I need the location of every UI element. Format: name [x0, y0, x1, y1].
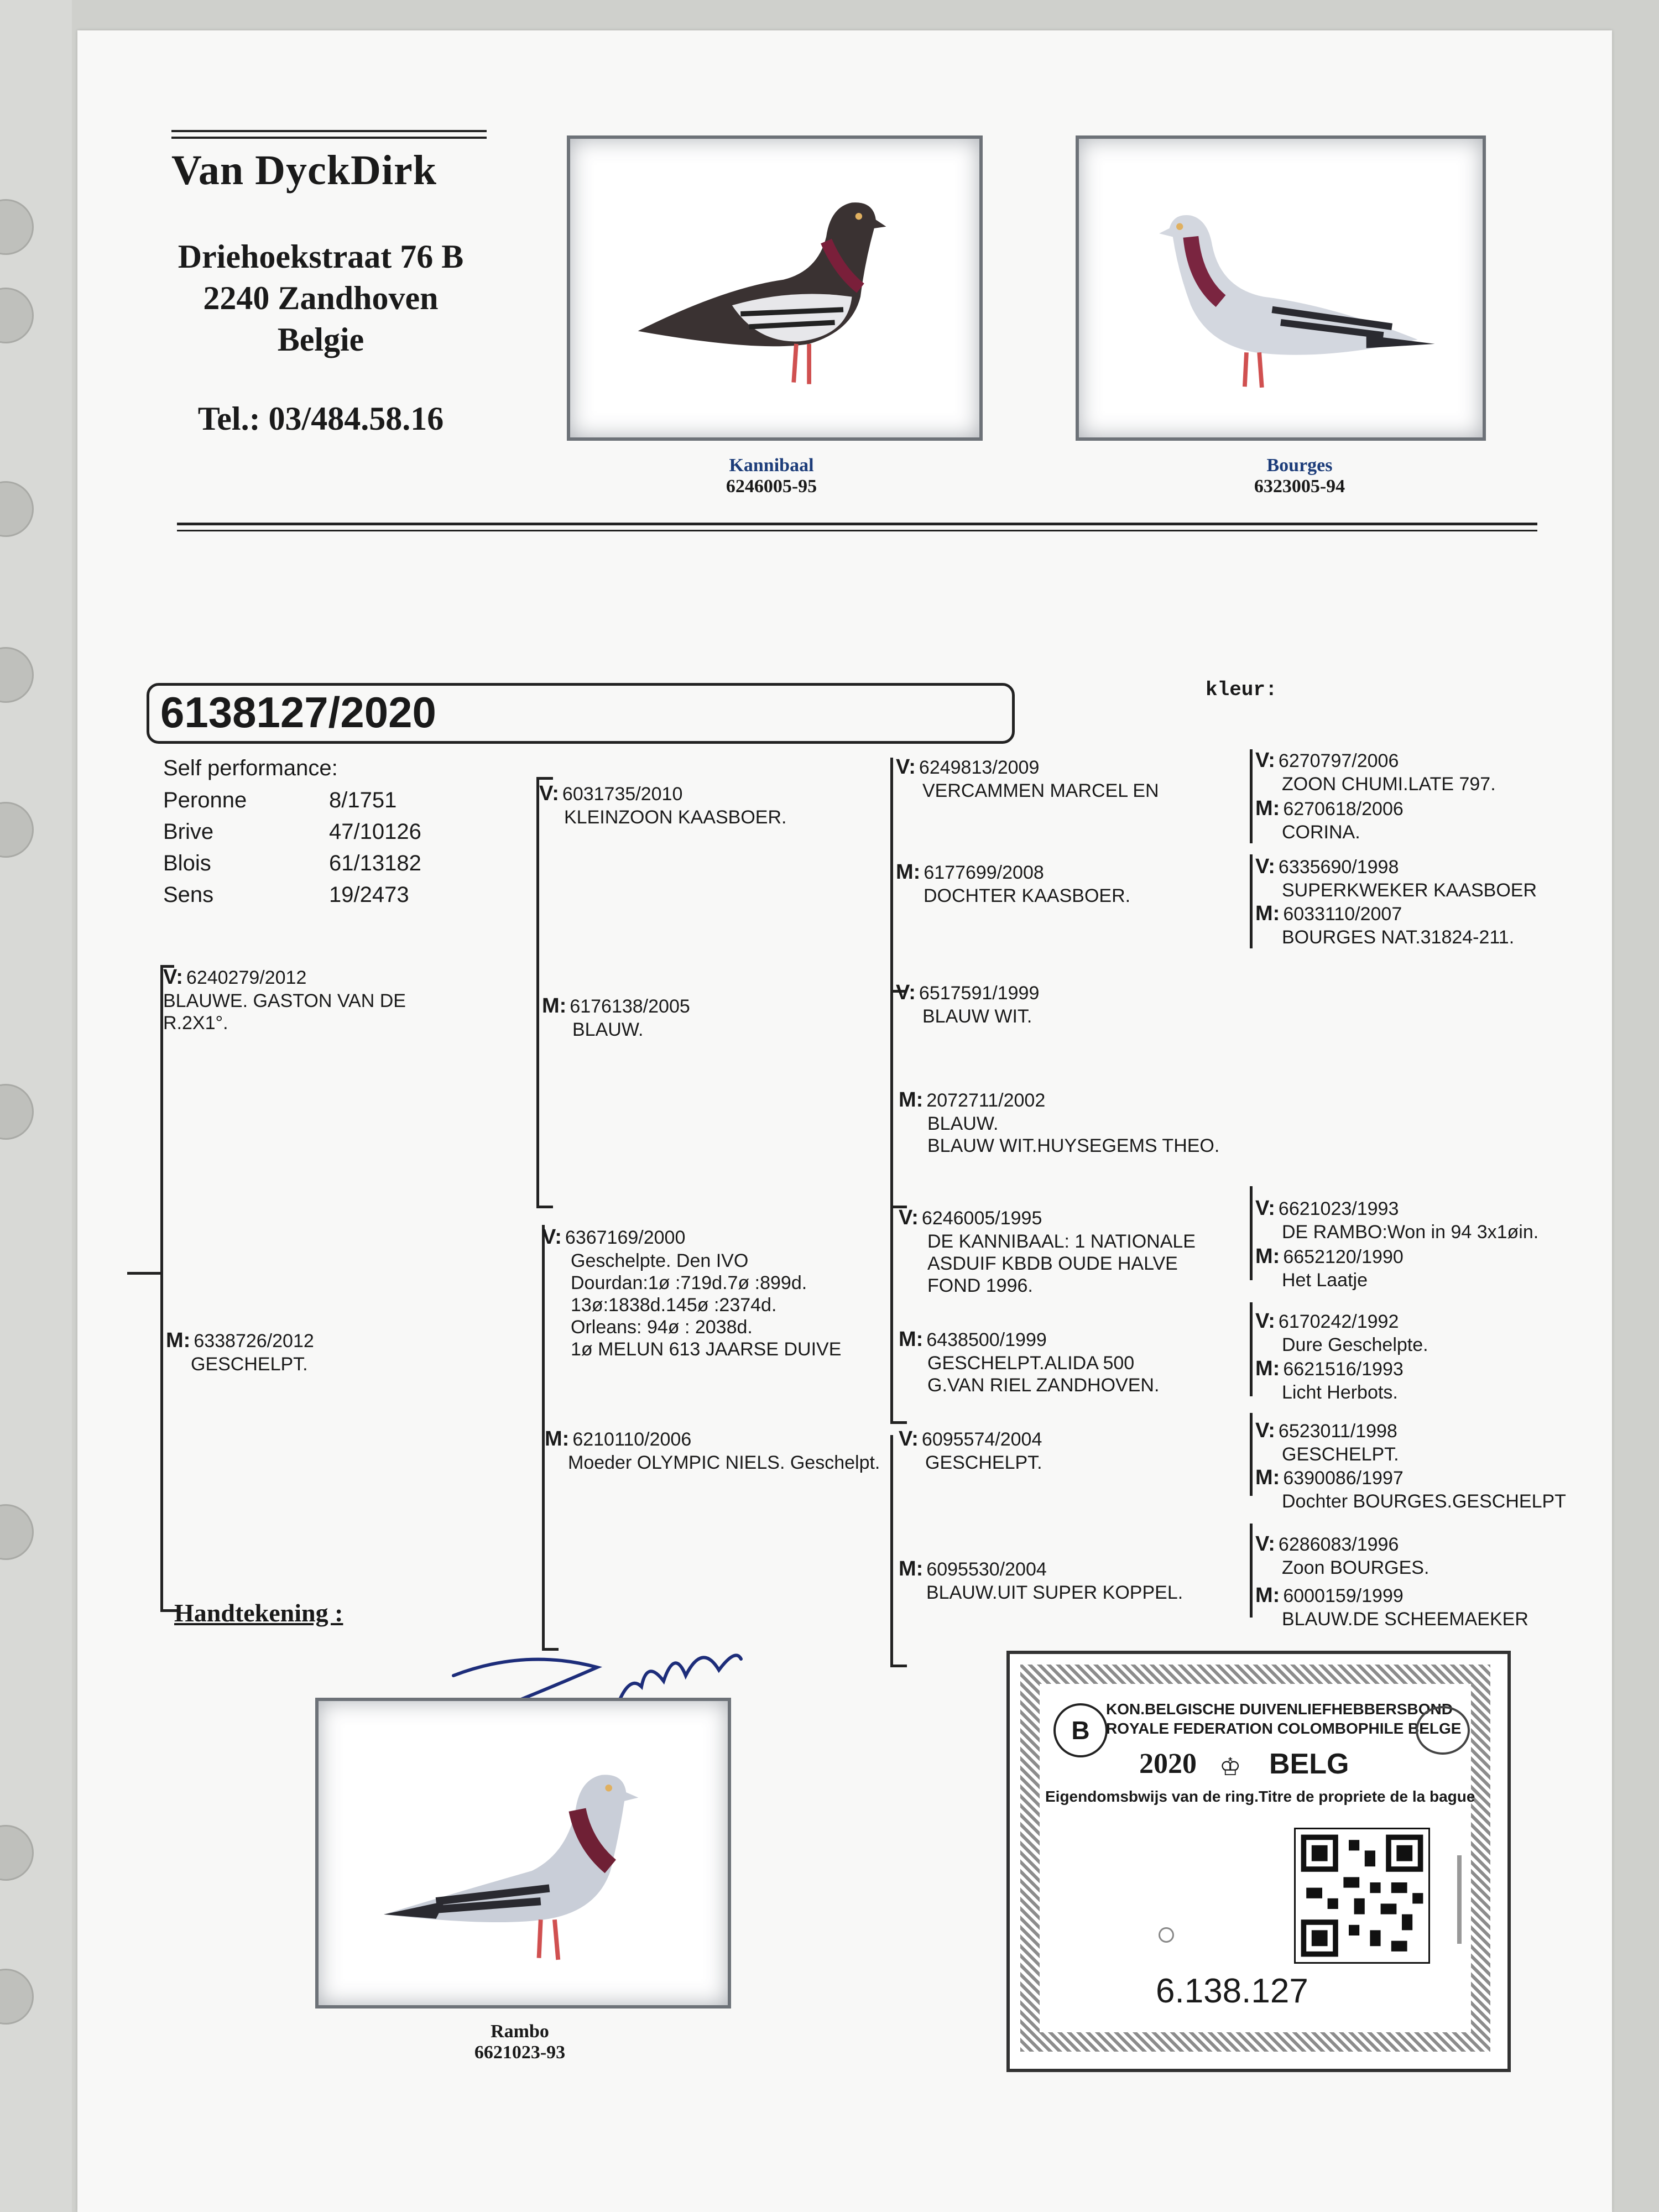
- ring: 6338726/2012: [194, 1331, 314, 1352]
- parent-key: V:: [1255, 1310, 1275, 1333]
- pedigree-g3: [1255, 854, 1537, 901]
- pedigree-ds: [542, 1225, 841, 1360]
- pedigree-connector: [536, 777, 539, 1208]
- pedigree-g6: [1255, 1244, 1404, 1291]
- ring: 6249813/2009: [919, 757, 1040, 778]
- description: G.VAN RIEL ZANDHOVEN.: [927, 1374, 1160, 1396]
- pigeon-ring: 6323005-94: [1254, 476, 1345, 497]
- parent-key: V:: [1255, 1532, 1275, 1556]
- pedigree-sds: [896, 980, 1039, 1027]
- breeder-phone: Tel.: 03/484.58.16: [197, 400, 444, 437]
- pedigree-dam: [166, 1328, 314, 1375]
- parent-key: M:: [1255, 1466, 1280, 1489]
- parent-key: M:: [1255, 797, 1280, 820]
- pedigree-g7: [1255, 1309, 1428, 1356]
- ring: 2072711/2002: [926, 1090, 1046, 1111]
- crown-icon: ♔: [1219, 1754, 1241, 1781]
- cert-year: 2020: [1139, 1748, 1197, 1780]
- description: BLAUWE. GASTON VAN DE: [163, 990, 406, 1011]
- parent-key: V:: [1255, 1197, 1275, 1220]
- cert-country: BELG: [1269, 1748, 1349, 1780]
- parent-key: M:: [1255, 1245, 1280, 1268]
- kbdb-logo: B: [1053, 1703, 1108, 1757]
- description: ASDUIF KBDB OUDE HALVE: [927, 1253, 1178, 1274]
- federation-logo: [1416, 1706, 1470, 1755]
- description: Dure Geschelpte.: [1282, 1334, 1428, 1355]
- description: GESCHELPT.: [1282, 1443, 1399, 1465]
- description: DE RAMBO:Won in 94 3x1øin.: [1282, 1221, 1539, 1243]
- photo-kannibaal: [567, 135, 983, 441]
- description: GESCHELPT.: [925, 1452, 1042, 1473]
- perf-result: 47/10126: [329, 820, 421, 844]
- pedigree-connector: [536, 1206, 553, 1208]
- parent-key: V:: [1255, 749, 1275, 772]
- photo-rambo: [315, 1698, 731, 2008]
- description: Licht Herbots.: [1282, 1381, 1398, 1403]
- description: GESCHELPT.ALIDA 500: [927, 1352, 1135, 1374]
- pigeon-name: Rambo: [491, 2021, 549, 2042]
- perf-result: 19/2473: [329, 883, 409, 907]
- caption-kannibaal: [686, 455, 857, 497]
- parent-key: V:: [896, 755, 916, 779]
- ring: 6000159/1999: [1283, 1585, 1404, 1606]
- pedigree-dd: [545, 1427, 880, 1474]
- perf-race: Brive: [163, 820, 214, 844]
- ring: 6621516/1993: [1283, 1359, 1404, 1380]
- description: BOURGES NAT.31824-211.: [1282, 926, 1515, 948]
- parent-key: V:: [1255, 855, 1275, 878]
- self-performance-title: Self performance:: [163, 756, 338, 780]
- pedigree-g5: [1255, 1196, 1538, 1243]
- description: BLAUW.UIT SUPER KOPPEL.: [926, 1582, 1183, 1603]
- parent-key: M:: [899, 1328, 924, 1351]
- ring: 6517591/1999: [919, 983, 1040, 1004]
- description: BLAUW.: [572, 1019, 644, 1040]
- pedigree-connector: [890, 758, 893, 993]
- qr-code-icon: [1296, 1829, 1428, 1962]
- description: BLAUW WIT.HUYSEGEMS THEO.: [927, 1135, 1220, 1156]
- ring: 6246005/1995: [921, 1208, 1042, 1229]
- parent-key: M:: [896, 860, 921, 884]
- staple-mark: [1457, 1855, 1462, 1944]
- signature-label: Handtekening :: [174, 1599, 343, 1627]
- ring: 6335690/1998: [1278, 857, 1399, 878]
- breeder-city: 2240 Zandhoven: [203, 280, 439, 316]
- pedigree-connector: [890, 1203, 893, 1424]
- pedigree-connector: [160, 965, 163, 1612]
- ring: 6523011/1998: [1278, 1421, 1397, 1442]
- breeder-country: Belgie: [277, 321, 364, 358]
- parent-key: M:: [166, 1329, 191, 1352]
- ring: 6438500/1999: [926, 1329, 1047, 1350]
- pedigree-connector: [1250, 1302, 1253, 1396]
- pigeon-ring: 6246005-95: [726, 476, 817, 497]
- pedigree-ddd: [899, 1557, 1183, 1604]
- description: SUPERKWEKER KAASBOER: [1282, 879, 1537, 901]
- ring: 6390086/1997: [1283, 1468, 1404, 1489]
- kleur-label: kleur:: [1206, 679, 1277, 701]
- parent-key: M:: [1255, 1584, 1280, 1607]
- pedigree-dsd: [899, 1327, 1159, 1396]
- description: BLAUW.DE SCHEEMAEKER: [1282, 1608, 1528, 1630]
- perf-race: Sens: [163, 883, 214, 907]
- pedigree-connector: [127, 1272, 160, 1275]
- pedigree-connector: [1250, 1413, 1253, 1496]
- description: ZOON CHUMI.LATE 797.: [1282, 773, 1496, 795]
- parent-key: V:: [542, 1225, 562, 1249]
- ring: 6033110/2007: [1283, 904, 1402, 925]
- ring: 6240279/2012: [186, 967, 307, 988]
- ring: 6095530/2004: [926, 1559, 1047, 1580]
- description: KLEINZOON KAASBOER.: [564, 806, 787, 828]
- description: BLAUW WIT.: [922, 1005, 1032, 1027]
- ring: 6367169/2000: [565, 1227, 686, 1248]
- description: Zoon BOURGES.: [1282, 1557, 1430, 1578]
- ring: 6210110/2006: [572, 1429, 692, 1450]
- description: BLAUW.: [927, 1113, 999, 1134]
- pedigree-sire: [163, 965, 406, 1034]
- pigeon-name: Bourges: [1266, 455, 1333, 476]
- parent-key: V:: [899, 1206, 919, 1229]
- description: DOCHTER KAASBOER.: [924, 885, 1131, 906]
- perf-race: Peronne: [163, 788, 247, 812]
- ring: 6286083/1996: [1278, 1534, 1399, 1555]
- pedigree-ssd: [896, 860, 1130, 907]
- pedigree-g9: [1255, 1418, 1399, 1465]
- pedigree-g8: [1255, 1357, 1404, 1404]
- description: DE KANNIBAAL: 1 NATIONALE: [927, 1230, 1196, 1252]
- breeder-name: Van DyckDirk: [171, 147, 437, 194]
- cert-title: Eigendomsbwijs van de ring.Titre de propriete de la bague: [1045, 1788, 1475, 1805]
- description: Dourdan:1ø :719d.7ø :899d.: [571, 1272, 807, 1293]
- description: GESCHELPT.: [191, 1353, 308, 1375]
- description: R.2X1°.: [163, 1012, 228, 1034]
- pedigree-connector: [536, 777, 553, 780]
- pedigree-sd: [542, 994, 690, 1041]
- pigeon-image: [599, 160, 951, 416]
- perf-race: Blois: [163, 851, 211, 875]
- pedigree-dss: [899, 1206, 1196, 1297]
- parent-key: V:: [896, 981, 916, 1004]
- pigeon-name: Kannibaal: [729, 455, 814, 476]
- ring: 6652120/1990: [1283, 1246, 1404, 1267]
- description: Orleans: 94ø : 2038d.: [571, 1317, 753, 1338]
- ring-number: 6138127/2020: [160, 688, 436, 737]
- description: 13ø:1838d.145ø :2374d.: [571, 1295, 777, 1316]
- description: VERCAMMEN MARCEL EN: [922, 780, 1159, 801]
- ring: 6095574/2004: [921, 1429, 1042, 1450]
- parent-key: M:: [899, 1088, 924, 1112]
- parent-key: M:: [542, 994, 567, 1018]
- pedigree-g11: [1255, 1532, 1429, 1579]
- parent-key: M:: [1255, 902, 1280, 925]
- cert-org-fr: ROYALE FEDERATION COLOMBOPHILE BELGE: [1106, 1720, 1462, 1737]
- pigeon-image: [347, 1723, 699, 1984]
- breeder-street: Driehoekstraat 76 B: [178, 238, 464, 275]
- description: Moeder OLYMPIC NIELS. Geschelpt.: [568, 1452, 880, 1473]
- ring: 6177699/2008: [924, 862, 1044, 883]
- parent-key: V:: [899, 1427, 919, 1451]
- ring: 6270797/2006: [1278, 750, 1399, 771]
- cert-org-nl: KON.BELGISCHE DUIVENLIEFHEBBERSBOND: [1106, 1700, 1453, 1718]
- cert-ring-number: 6.138.127: [1156, 1972, 1308, 2010]
- pedigree-sheet: [77, 30, 1612, 2212]
- parent-key: V:: [1255, 1419, 1275, 1442]
- parent-key: M:: [899, 1557, 924, 1580]
- pedigree-dds: [899, 1427, 1042, 1474]
- parent-key: M:: [1255, 1357, 1280, 1380]
- pigeon-image: [1107, 160, 1454, 416]
- parent-key: M:: [545, 1427, 570, 1451]
- ring: 6031735/2010: [562, 784, 683, 805]
- description: Dochter BOURGES.GESCHELPT: [1282, 1490, 1566, 1512]
- pedigree-sdd: [899, 1088, 1219, 1157]
- pedigree-connector: [890, 1435, 893, 1667]
- pedigree-g12: [1255, 1583, 1528, 1630]
- pedigree-g2: [1255, 796, 1404, 843]
- pedigree-connector: [1250, 1524, 1253, 1618]
- header-divider: [177, 530, 1537, 531]
- qr-code: [1294, 1828, 1430, 1964]
- pedigree-g10: [1255, 1465, 1566, 1512]
- pedigree-g1: [1255, 748, 1496, 795]
- parent-key: V:: [539, 782, 559, 805]
- pedigree-connector: [1250, 749, 1253, 843]
- pedigree-connector: [890, 1421, 907, 1424]
- header-rule: [171, 137, 487, 139]
- perf-result: 8/1751: [329, 788, 397, 812]
- parent-key: V:: [163, 966, 183, 989]
- pigeon-ring: 6621023-93: [474, 2042, 566, 2063]
- description: FOND 1996.: [927, 1275, 1033, 1297]
- ring: 6621023/1993: [1278, 1198, 1399, 1219]
- ring: 6176138/2005: [570, 996, 690, 1017]
- description: 1ø MELUN 613 JAARSE DUIVE: [571, 1339, 842, 1360]
- pedigree-sss: [896, 755, 1159, 802]
- ring: 6170242/1992: [1278, 1311, 1399, 1332]
- description: CORINA.: [1282, 821, 1360, 843]
- caption-rambo: [434, 2021, 606, 2063]
- description: Geschelpte. Den IVO: [571, 1250, 749, 1271]
- description: Het Laatje: [1282, 1269, 1368, 1291]
- pedigree-connector: [1250, 1186, 1253, 1280]
- perf-result: 61/13182: [329, 851, 421, 875]
- header-rule: [171, 130, 487, 132]
- punch-mark: [1159, 1927, 1174, 1943]
- ring: 6270618/2006: [1283, 799, 1404, 820]
- pedigree-g4: [1255, 901, 1514, 948]
- caption-bourges: [1214, 455, 1385, 497]
- pedigree-ss: [539, 781, 786, 828]
- pedigree-connector: [1250, 854, 1253, 948]
- header-divider: [177, 523, 1537, 525]
- pedigree-connector: [890, 1665, 907, 1667]
- photo-bourges: [1076, 135, 1486, 441]
- pedigree-connector: [890, 976, 893, 1208]
